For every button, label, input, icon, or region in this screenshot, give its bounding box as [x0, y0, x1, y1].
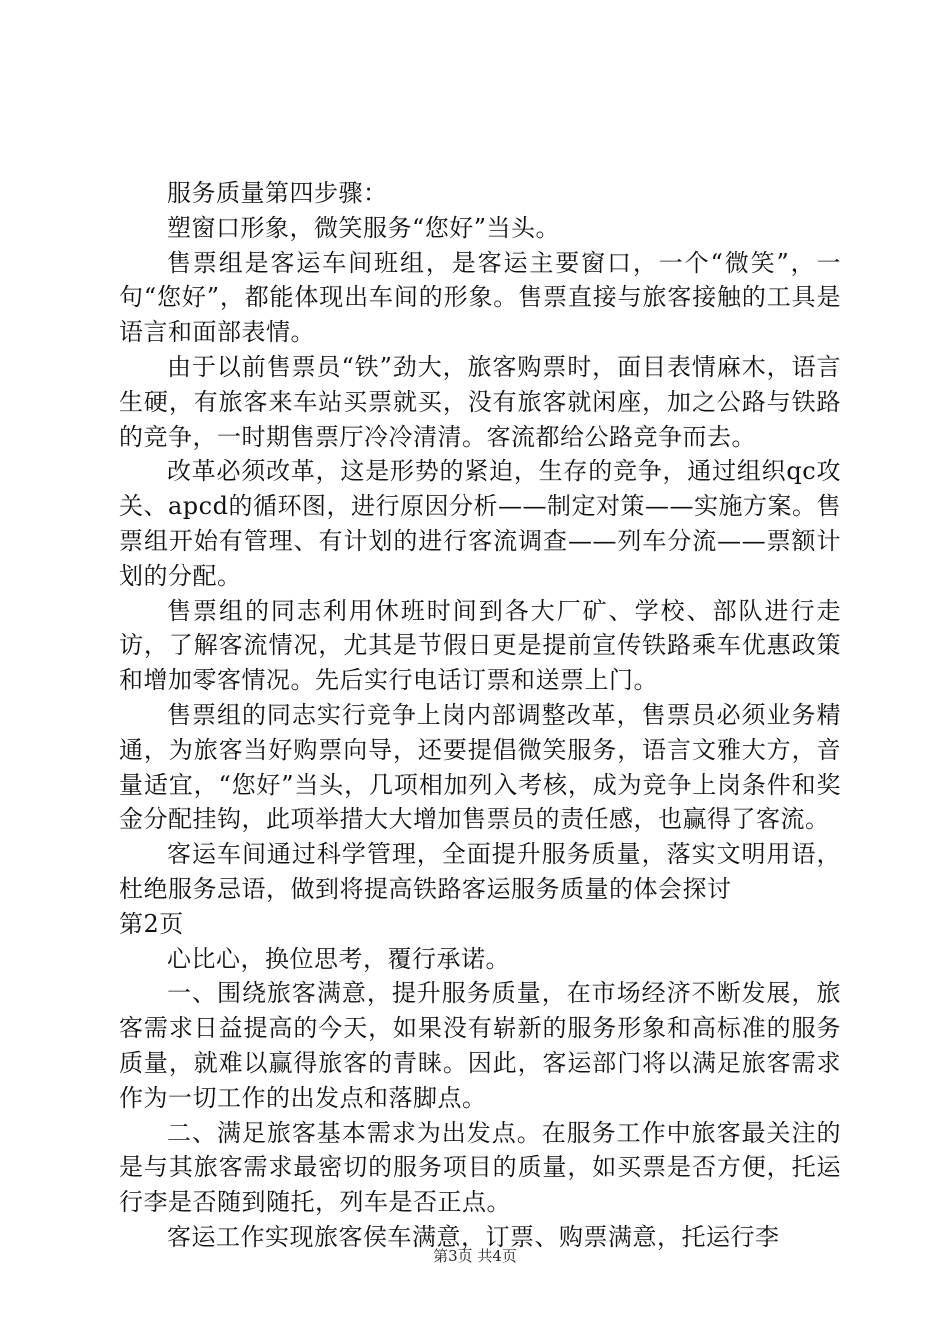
paragraph-point-two: 二、满足旅客基本需求为出发点。在服务工作中旅客最关注的是与其旅客需求最密切的服务项目的质量，如买票是否方便，托运行李是否随到随托，列车是否正点。 [119, 1118, 841, 1217]
paragraph-ticket-group: 售票组是客运车间班组，是客运主要窗口，一个“微笑”，一句“您好”，都能体现出车间的形象。售票直接与旅客接触的工具是语言和面部表情。 [119, 248, 841, 347]
page-footer: 第3页 共4页 [433, 1247, 517, 1265]
document-body [119, 176, 841, 1255]
paragraph-satisfaction: 客运工作实现旅客侯车满意，订票、购票满意，托运行李 [167, 1222, 780, 1251]
paragraph-empathy: 心比心，换位思考，覆行承诺。 [167, 944, 510, 973]
paragraph-reform: 改革必须改革，这是形势的紧迫，生存的竞争，通过组织qc攻关、apcd的循环图，进行原因分析——制定对策——实施方案。售票组开始有管理、有计划的进行客流调查——列车分流——票额计划的分配。 [119, 457, 841, 590]
paragraph-point-one: 一、围绕旅客满意，提升服务质量，在市场经济不断发展，旅客需求日益提高的今天，如果没有崭新的服务形象和高标准的服务质量，就难以赢得旅客的青睐。因此，客运部门将以满足旅客需求作为一切工作的出发点和落脚点。 [119, 979, 841, 1112]
paragraph-step-heading: 服务质量第四步骤： [167, 179, 388, 207]
paragraph-management: 客运车间通过科学管理，全面提升服务质量，落实文明用语，杜绝服务忌语，做到将提高铁路客运服务质量的体会探讨 [119, 840, 841, 903]
paragraph-previous-attitude: 由于以前售票员“铁”劲大，旅客购票时，面目表情麻木，语言生硬，有旅客来车站买票就买，没有旅客就闲座，加之公路与铁路的竞争，一时期售票厅冷冷清清。客流都给公路竞争而去。 [119, 352, 841, 451]
inline-page-marker: 第2页 [119, 909, 184, 938]
paragraph-window-image: 塑窗口形象，微笑服务“您好”当头。 [167, 213, 561, 242]
paragraph-visits: 售票组的同志利用休班时间到各大厂矿、学校、部队进行走访，了解客流情况，尤其是节假日更是提前宣传铁路乘车优惠政策和增加零客情况。先后实行电话订票和送票上门。 [119, 596, 841, 695]
paragraph-competition: 售票组的同志实行竞争上岗内部调整改革，售票员必须业务精通，为旅客当好购票向导，还要提倡微笑服务，语言文雅大方，音量适宜，“您好”当头，几项相加列入考核，成为竞争上岗条件和奖金分配挂钩，此项举措大大增加售票员的责任感，也赢得了客流。 [119, 700, 841, 834]
